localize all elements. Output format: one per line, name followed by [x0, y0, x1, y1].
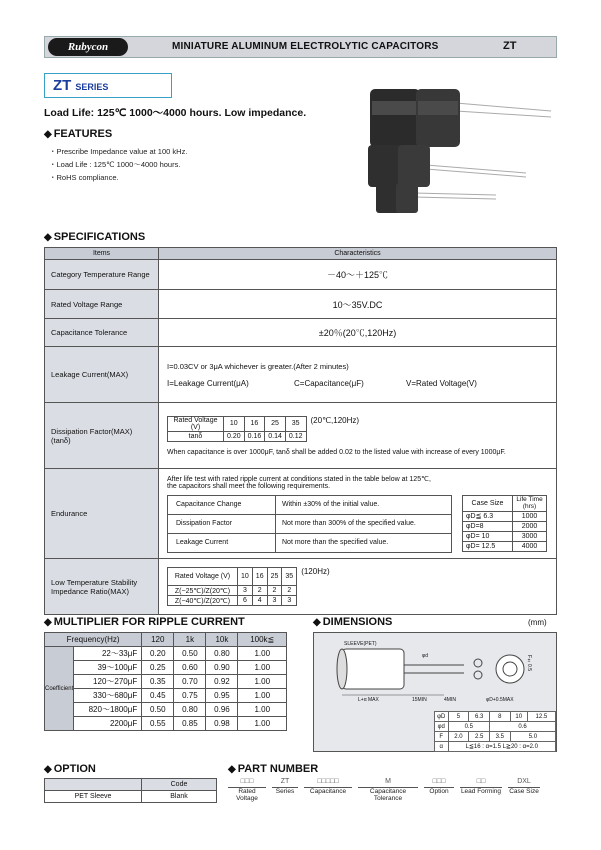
- option-table: [44, 778, 217, 803]
- freq: 10k: [206, 633, 238, 647]
- page-title: MINIATURE ALUMINUM ELECTROLYTIC CAPACITORS: [172, 41, 439, 52]
- coef: 1.00: [238, 689, 287, 703]
- dim-cell: 3.5: [489, 732, 510, 742]
- multiplier-heading: ◆ MULTIPLIER FOR RIPPLE CURRENT: [44, 616, 245, 628]
- specifications-table: [44, 247, 557, 615]
- df-note: When capacitance is over 1000μF, tanδ shall be added 0.02 to the listed value with increase of every 1000μF.: [167, 448, 506, 456]
- coef: 0.95: [206, 689, 238, 703]
- life-head: Case Size: [463, 495, 513, 511]
- coef: 0.60: [174, 661, 206, 675]
- df-value: 0.20: [224, 431, 245, 441]
- part-number-heading: ◆ PART NUMBER: [228, 763, 318, 775]
- coef: 0.25: [142, 661, 174, 675]
- sleeve-label: SLEEVE(PET): [344, 641, 377, 647]
- dim-cell: 2.5: [469, 732, 490, 742]
- life-size: φD= 12.5: [463, 541, 513, 551]
- endurance-key: Capacitance Change: [168, 495, 276, 514]
- freq: 1k: [174, 633, 206, 647]
- dim-cell: α: [435, 742, 449, 752]
- coef: 0.20: [142, 647, 174, 661]
- pn-box: □□□: [228, 778, 266, 788]
- spec-label: Category Temperature Range: [45, 260, 159, 290]
- series-name: ZT: [53, 77, 72, 94]
- dimensions-unit: (mm): [528, 618, 547, 627]
- freq: 120: [142, 633, 174, 647]
- df-tan-label: tanδ: [168, 431, 224, 441]
- life-size: φD=8: [463, 521, 513, 531]
- life-hours: 3000: [513, 531, 547, 541]
- col-characteristics: Characteristics: [159, 248, 557, 260]
- coef: 0.85: [174, 717, 206, 731]
- spec-label: Endurance: [45, 469, 159, 559]
- product-photo: [356, 81, 556, 221]
- coef: 0.92: [206, 675, 238, 689]
- multiplier-table: [44, 632, 287, 731]
- specifications-heading: ◆ SPECIFICATIONS: [44, 231, 145, 243]
- leakage-formula: I=0.03CV or 3μA whichever is greater.(After 2 minutes): [167, 361, 349, 371]
- life-hours: 1000: [513, 511, 547, 521]
- df-volt: 10: [224, 416, 245, 431]
- cap-range: 120～270μF: [74, 675, 142, 689]
- freq: 100k≦: [238, 633, 287, 647]
- dim-cell: φD: [435, 712, 449, 722]
- spec-label: Dissipation Factor(MAX): [51, 426, 133, 436]
- endurance-table: [167, 495, 452, 553]
- min15-label: 15MIN: [412, 697, 427, 703]
- pn-label: Series: [275, 788, 295, 795]
- spec-label: Leakage Current(MAX): [45, 347, 159, 403]
- pn-label: Lead Forming: [460, 788, 502, 795]
- dimension-table: [434, 711, 556, 752]
- df-table: [167, 416, 307, 442]
- pn-label: Case Size: [509, 788, 539, 795]
- pn-box: ZT: [272, 778, 298, 788]
- pn-box: DXL: [508, 778, 540, 788]
- df-volt: 16: [244, 416, 265, 431]
- coef: 0.96: [206, 703, 238, 717]
- option-code-head: Code: [142, 779, 217, 791]
- lt-volt: 10: [238, 568, 253, 586]
- endurance-key: Leakage Current: [168, 533, 276, 552]
- coef: 1.00: [238, 675, 287, 689]
- df-condition: (20℃,120Hz): [310, 415, 360, 425]
- coef: 0.50: [174, 647, 206, 661]
- feature-item: ・Prescribe Impedance value at 100 kHz.: [49, 147, 188, 156]
- spec-label-sub: (tanδ): [51, 435, 71, 445]
- life-head: Life Time (hrs): [513, 495, 547, 511]
- l-label: L+α MAX: [358, 697, 379, 703]
- df-volt: 35: [285, 416, 306, 431]
- lt-value: 2: [252, 586, 267, 596]
- coef: 0.50: [142, 703, 174, 717]
- life-hours: 4000: [513, 541, 547, 551]
- coef: 0.75: [174, 689, 206, 703]
- df-value: 0.12: [285, 431, 306, 441]
- dim-cell: 2.0: [448, 732, 469, 742]
- series-code: ZT: [503, 40, 517, 52]
- coef-label: Coefficient: [45, 647, 74, 731]
- lt-volt: 25: [267, 568, 282, 586]
- endurance-line: the capacitors shall meet the following requirements.: [167, 482, 331, 490]
- col-items: Items: [45, 248, 159, 260]
- dimension-drawing: [313, 632, 557, 752]
- rubycon-logo: Rubycon: [48, 38, 128, 56]
- dimensions-heading: ◆ DIMENSIONS: [313, 616, 392, 628]
- dim-cell: 10: [510, 712, 527, 722]
- coef: 0.55: [142, 717, 174, 731]
- dim-cell: 0.6: [489, 722, 555, 732]
- coef: 1.00: [238, 717, 287, 731]
- coef: 1.00: [238, 703, 287, 717]
- spec-label: Capacitance Tolerance: [45, 319, 159, 347]
- phid-label: φd: [422, 653, 429, 659]
- spec-value: －40～＋125℃: [159, 260, 557, 290]
- dim-cell: 5: [448, 712, 469, 722]
- leakage-i: I=Leakage Current(μA): [167, 378, 249, 388]
- series-suffix: SERIES: [75, 82, 109, 92]
- spec-value: ±20％(20℃,120Hz): [159, 319, 557, 347]
- endurance-line: After life test with rated ripple current at conditions stated in the table below at 125℃,: [167, 475, 431, 483]
- coef: 1.00: [238, 661, 287, 675]
- pn-box: □□□: [424, 778, 454, 788]
- coef: 0.35: [142, 675, 174, 689]
- cap-range: 330～680μF: [74, 689, 142, 703]
- coef: 0.80: [174, 703, 206, 717]
- f-label: F±0.5: [526, 655, 532, 672]
- coef: 0.98: [206, 717, 238, 731]
- leakage-v: V=Rated Voltage(V): [406, 378, 477, 388]
- endurance-value: Not more than the specified value.: [276, 533, 452, 552]
- df-rv-label: Rated Voltage (V): [168, 416, 224, 431]
- coef: 0.90: [206, 661, 238, 675]
- lt-value: 3: [282, 596, 297, 606]
- feature-item: ・Load Life : 125℃ 1000～4000 hours.: [49, 160, 181, 169]
- life-size: φD≦ 6.3: [463, 511, 513, 521]
- option-heading: ◆ OPTION: [44, 763, 96, 775]
- dim-cell: 12.5: [527, 712, 555, 722]
- dim-cell: L≦16 : α=1.5 L≧20 : α=2.0: [448, 742, 555, 752]
- life-table: [462, 495, 547, 552]
- dim-cell: 0.5: [448, 722, 489, 732]
- endurance-value: Within ±30% of the initial value.: [276, 495, 452, 514]
- spec-label: Low Temperature Stability: [51, 577, 138, 587]
- series-box: [44, 73, 172, 98]
- features-heading: ◆ FEATURES: [44, 128, 112, 140]
- lt-value: 4: [252, 596, 267, 606]
- dim-cell: F: [435, 732, 449, 742]
- endurance-value: Not more than 300% of the specified value.: [276, 514, 452, 533]
- life-size: φD= 10: [463, 531, 513, 541]
- lt-volt: 16: [252, 568, 267, 586]
- pn-box: □□□□□: [304, 778, 352, 788]
- dim-cell: 8: [489, 712, 510, 722]
- coef: 0.80: [206, 647, 238, 661]
- freq-label: Frequency(Hz): [45, 633, 142, 647]
- df-value: 0.14: [265, 431, 286, 441]
- lt-value: 2: [267, 586, 282, 596]
- lt-value: 2: [282, 586, 297, 596]
- coef: 0.70: [174, 675, 206, 689]
- pn-label: Capacitance: [309, 788, 347, 795]
- lt-value: 3: [238, 586, 253, 596]
- min4-label: 4MIN: [444, 697, 456, 703]
- cap-range: 820～1800μF: [74, 703, 142, 717]
- pn-box: □□: [460, 778, 502, 788]
- cap-range: 39～100μF: [74, 661, 142, 675]
- coef: 1.00: [238, 647, 287, 661]
- df-value: 0.16: [244, 431, 265, 441]
- option-code: Blank: [142, 791, 217, 803]
- pn-label: Option: [429, 788, 449, 795]
- lt-volt: 35: [282, 568, 297, 586]
- pn-box: M: [358, 778, 418, 788]
- pn-label: Rated Voltage: [236, 788, 258, 802]
- lt-ratio-label: Z(−40℃)/Z(20℃): [168, 596, 238, 606]
- coef: 0.45: [142, 689, 174, 703]
- d-label: φD+0.5MAX: [486, 697, 514, 703]
- cap-range: 2200μF: [74, 717, 142, 731]
- option-item: PET Sleeve: [45, 791, 142, 803]
- dim-cell: 5.0: [510, 732, 555, 742]
- lt-value: 6: [238, 596, 253, 606]
- lt-ratio-label: Z(−25℃)/Z(20℃): [168, 586, 238, 596]
- dim-cell: φd: [435, 722, 449, 732]
- df-volt: 25: [265, 416, 286, 431]
- life-hours: 2000: [513, 521, 547, 531]
- lt-condition: (120Hz): [301, 567, 330, 576]
- spec-label-sub: Impedance Ratio(MAX): [51, 586, 129, 596]
- load-life-headline: Load Life: 125℃ 1000～4000 hours. Low impedance.: [44, 107, 307, 119]
- cap-range: 22～33μF: [74, 647, 142, 661]
- spec-value: 10～35V.DC: [159, 290, 557, 319]
- spec-label: Rated Voltage Range: [45, 290, 159, 319]
- feature-item: ・RoHS compliance.: [49, 173, 119, 182]
- lt-rv-label: Rated Voltage (V): [168, 568, 238, 586]
- lt-value: 3: [267, 596, 282, 606]
- dim-cell: 6.3: [469, 712, 490, 722]
- part-number-row: [228, 778, 540, 802]
- endurance-key: Dissipation Factor: [168, 514, 276, 533]
- pn-label: Capacitance Tolerance: [369, 788, 407, 802]
- leakage-c: C=Capacitance(μF): [294, 378, 364, 388]
- low-temp-table: [167, 567, 297, 606]
